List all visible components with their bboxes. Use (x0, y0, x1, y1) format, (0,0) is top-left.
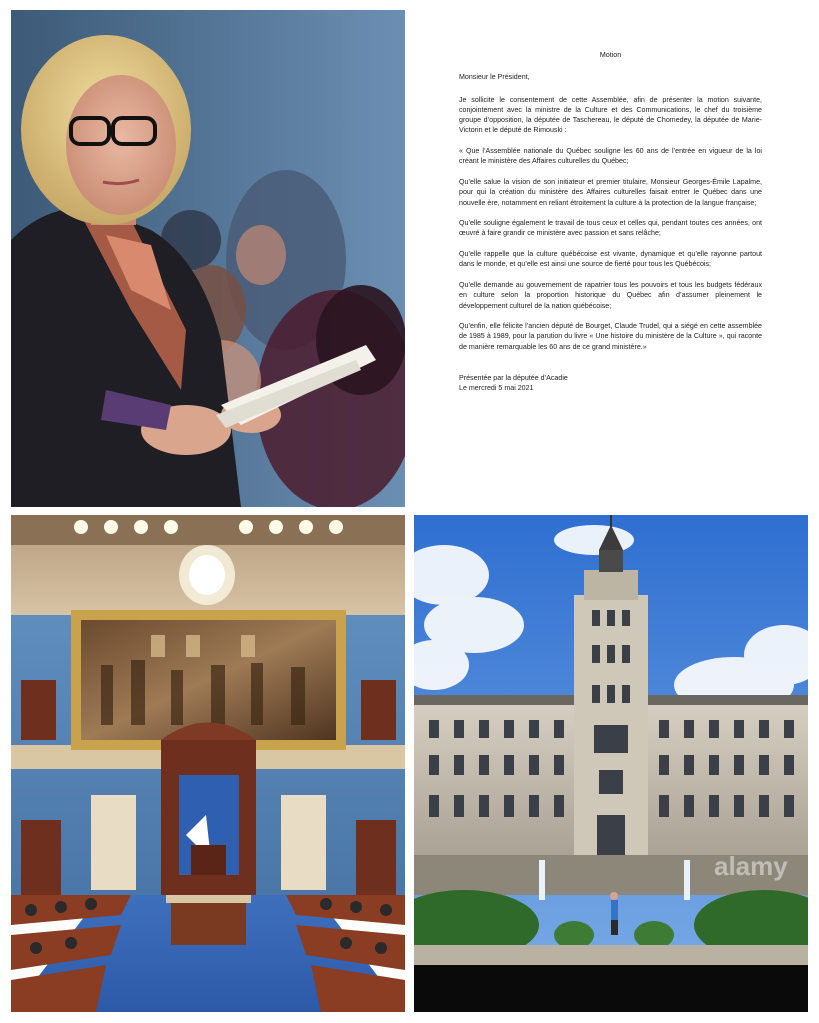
chamber-photo-image (11, 515, 405, 1012)
motion-paragraph: Je sollicite le consentement de cette Assemblée, afin de présenter la motion suivante, conjointement avec la ministre de la Culture et des Communications, le chef du troisième groupe d’opposition, la députée de Taschereau, le député de Chomedey, la députée de Marie-Victorin et le député de Rimouski : (459, 95, 762, 135)
signature-date: Le mercredi 5 mai 2021 (459, 384, 534, 393)
motion-document (459, 50, 762, 394)
building-photo-image (414, 515, 808, 1012)
motion-salutation: Monsieur le Président, (459, 73, 530, 82)
motion-paragraph: Qu’elle salue la vision de son initiateur et premier titulaire, Monsieur Georges-Émile Lapalme, pour qui la création du ministère des Affaires culturelles faisait entrer le Québec dans une nouvelle ère, notamment en reliant étroitement la culture à la protection de la langue française; (459, 177, 762, 207)
motion-paragraph: Qu’elle souligne également le travail de tous ceux et celles qui, pendant toutes ces années, ont œuvré à faire grandir ce ministère avec passion et sans relâche; (459, 219, 762, 238)
signature-presenter: Présentée par la députée d’Acadie (459, 374, 568, 383)
motion-title: Motion (599, 51, 622, 59)
motion-paragraph: Qu’elle rappelle que la culture québécoise est vivante, dynamique et qu’elle rayonne partout dans le monde, et qu’elle est ainsi une source de fierté pour tous les Québécois; (459, 250, 762, 269)
watermark-text: alamy (714, 851, 788, 881)
speaker-photo (11, 10, 405, 507)
building-photo (414, 515, 808, 1012)
speaker-photo-image (11, 10, 405, 507)
motion-paragraph: Qu’enfin, elle félicite l’ancien député de Bourget, Claude Trudel, qui a siégé en cette assemblée de 1985 à 1989, pour la parution du livre « Une histoire du ministère de la Culture », qui raconte de manière remarquable les 60 ans de ce grand ministère.» (459, 322, 762, 351)
motion-paragraph: « Que l’Assemblée nationale du Québec souligne les 60 ans de l’entrée en vigueur de la loi créant le ministère des Affaires culturelles du Québec; (459, 147, 762, 166)
motion-signature (459, 373, 762, 394)
motion-paragraph: Qu’elle demande au gouvernement de rapatrier tous les pouvoirs et tous les budgets fédéraux en culture selon la proportion historique du Québec afin d’assumer pleinement le développement culturel de la nation québécoise; (459, 280, 762, 310)
chamber-photo (11, 515, 405, 1012)
